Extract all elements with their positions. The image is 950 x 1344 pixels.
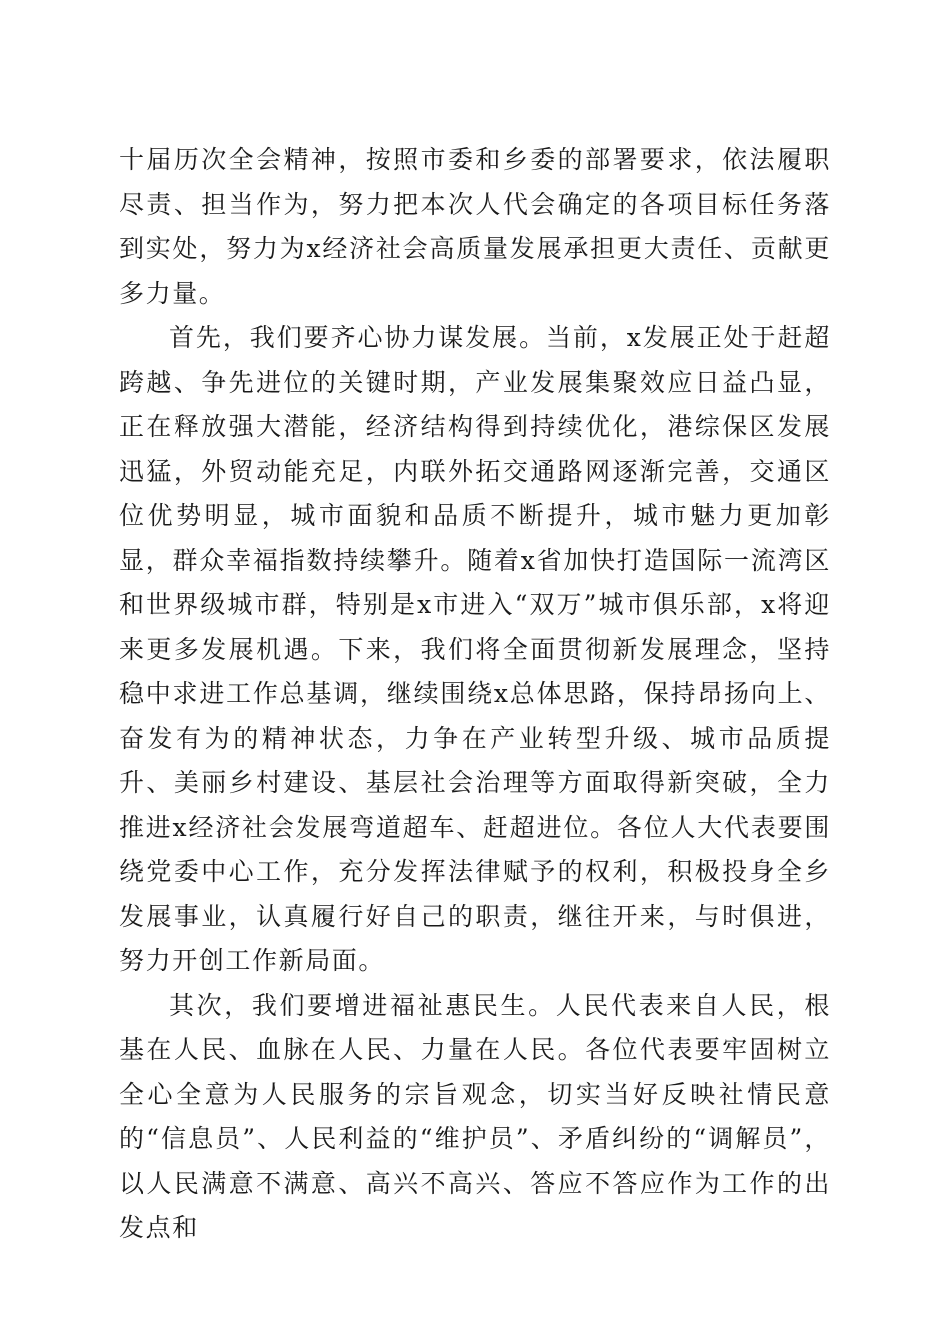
paragraph-livelihood: 其次，我们要增进福祉惠民生。人民代表来自人民，根基在人民、血脉在人民、力量在人民。各位代表要牢固树立全心全意为人民服务的宗旨观念，切实当好反映社情民意的“信息员”、人民利益的“维护员”、矛盾纠纷的“调解员”，以人民满意不满意、高兴不高兴、答应不答应作为工作的出发点和 <box>119 990 831 1242</box>
document-body <box>119 138 831 1251</box>
paragraph-continuation: 十届历次全会精神，按照市委和乡委的部署要求，依法履职尽责、担当作为，努力把本次人代会确定的各项目标任务落到实处，努力为x经济社会高质量发展承担更大责任、贡献更多力量。 <box>119 145 831 308</box>
paragraph-development: 首先，我们要齐心协力谋发展。当前，x发展正处于赶超跨越、争先进位的关键时期，产业发展集聚效应日益凸显，正在释放强大潜能，经济结构得到持续优化，港综保区发展迅猛，外贸动能充足，内联外拓交通路网逐渐完善，交通区位优势明显，城市面貌和品质不断提升，城市魅力更加彰显，群众幸福指数持续攀升。随着x省加快打造国际一流湾区和世界级城市群，特别是x市进入“双万”城市俱乐部，x将迎来更多发展机遇。下来，我们将全面贯彻新发展理念，坚持稳中求进工作总基调，继续围绕x总体思路，保持昂扬向上、奋发有为的精神状态，力争在产业转型升级、城市品质提升、美丽乡村建设、基层社会治理等方面取得新突破，全力推进x经济社会发展弯道超车、赶超进位。各位人大代表要围绕党委中心工作，充分发挥法律赋予的权利，积极投身全乡发展事业，认真履行好自己的职责，继往开来，与时俱进，努力开创工作新局面。 <box>119 323 831 975</box>
